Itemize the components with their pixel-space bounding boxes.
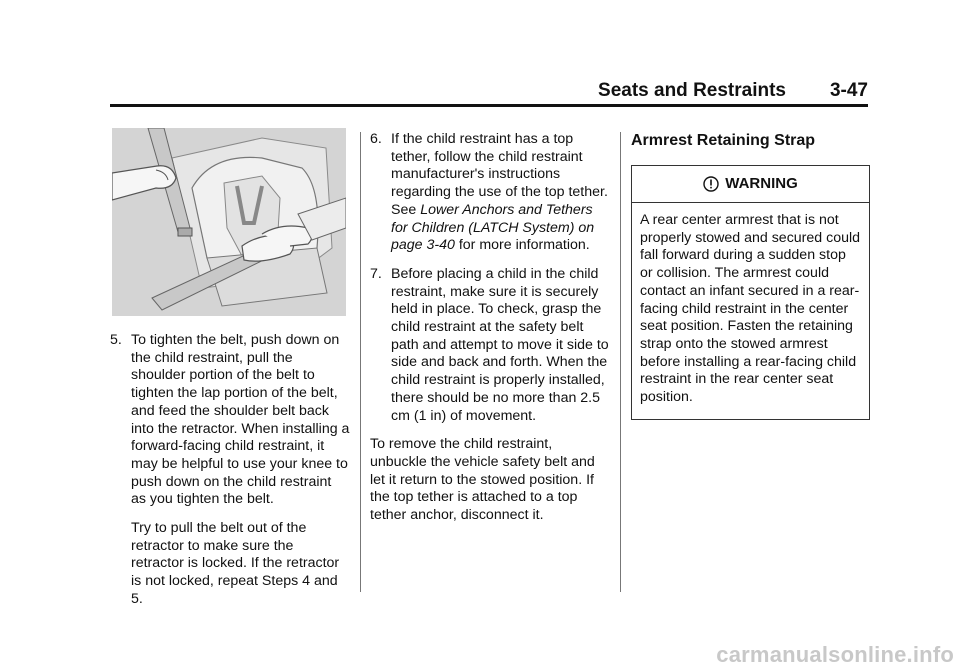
column-middle [370, 131, 610, 536]
section-title: Seats and Restraints [598, 80, 786, 101]
step-6-text-end: for more information. [454, 237, 590, 254]
step-number: 5. [110, 332, 122, 348]
section-heading: Armrest Retaining Strap [631, 132, 816, 149]
step-text: Before placing a child in the child restraint, make sure it is securely held in place. To check, grasp the child restraint at the safety belt path and attempt to move it side to side and back and forth. When the child restraint is properly installed, there should be no more than 2.5 cm (1 in) of movement. [391, 265, 609, 424]
column-divider [360, 132, 361, 592]
step-text: To tighten the belt, push down on the child restraint, pull the shoulder portion of the belt to tighten the lap portion of the belt, and feed the shoulder belt back into the retractor. When installing a forward-facing child restraint, it may be helpful to use your knee to push down on the child restraint as you tighten the belt. [131, 332, 350, 508]
step-number: 6. [370, 131, 382, 147]
page-header [110, 78, 868, 107]
warning-header [632, 166, 869, 203]
step-5-continuation: Try to pull the belt out of the retractor to make sure the retractor is locked. If the retractor is not locked, repeat Steps 4 and 5. [131, 520, 340, 607]
step-7 [370, 266, 610, 425]
column-divider [620, 132, 621, 592]
column-left [110, 128, 350, 620]
removal-paragraph: To remove the child restraint, unbuckle the vehicle safety belt and let it return to the stowed position. If the top tether is attached to a top tether anchor, disconnect it. [370, 436, 595, 524]
step-number: 7. [370, 265, 382, 282]
warning-label: WARNING [725, 175, 798, 193]
step-text [391, 131, 610, 255]
step-6-text-start: If the child restraint has a top tether, follow the child restraint manufacturer's instructions regarding the use of the top tether. See [391, 131, 608, 218]
watermark: carmanualsonline.info [716, 642, 954, 667]
column-right [631, 131, 871, 420]
cross-reference-link[interactable]: Lower Anchors and Tethers for Children (LATCH System) on page 3-40 [391, 201, 595, 254]
step-5 [110, 332, 350, 509]
child-restraint-illustration [112, 128, 346, 316]
warning-box [631, 165, 870, 420]
step-6 [370, 131, 610, 255]
warning-text: A rear center armrest that is not properly stowed and secured could fall forward during a sudden stop or collision. The armrest could contact an infant secured in a rear-facing child restraint in the center seat position. Fasten the retaining strap onto the stowed armrest before installing a rear-facing child restraint in the rear center seat position. [640, 212, 861, 406]
warning-icon [703, 176, 719, 192]
page-number: 3-47 [829, 80, 868, 101]
